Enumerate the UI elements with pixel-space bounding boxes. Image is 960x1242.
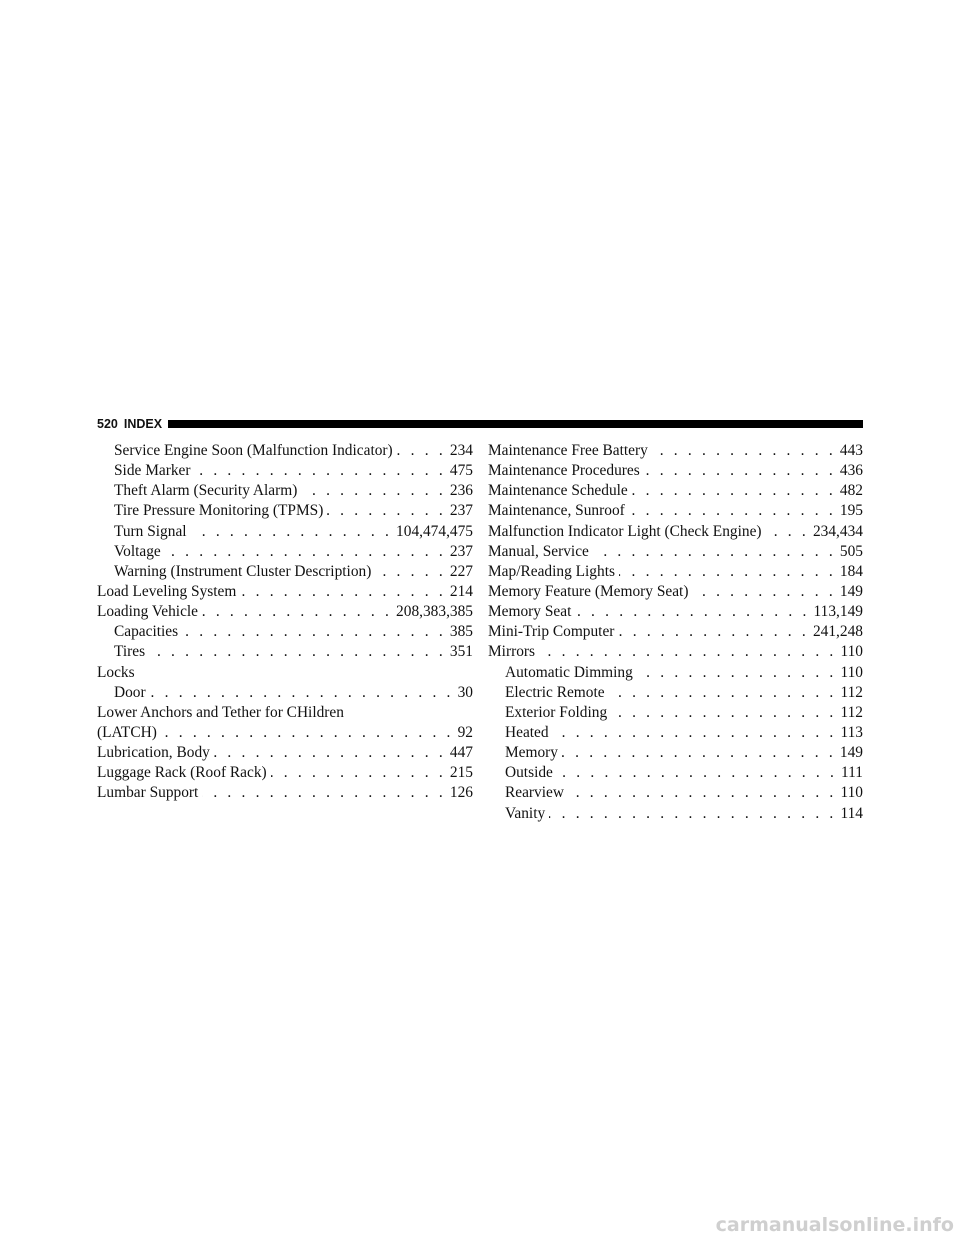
index-entry	[97, 542, 473, 562]
entry-page: 110	[840, 784, 863, 802]
index-entry	[97, 763, 473, 783]
entry-term: Memory Feature (Memory Seat)	[488, 582, 689, 600]
index-entry	[97, 622, 473, 642]
index-entry	[488, 763, 863, 783]
entry-term: Rearview	[505, 784, 564, 802]
index-entry	[488, 562, 863, 582]
index-entry	[97, 743, 473, 763]
entry-term: Lubrication, Body	[97, 744, 210, 762]
index-entry	[488, 481, 863, 501]
entry-term: Heated	[505, 723, 549, 741]
entry-term: Lumbar Support	[97, 784, 199, 802]
entry-page: 114	[840, 804, 863, 822]
entry-term: Locks	[97, 663, 135, 681]
entry-term: Tire Pressure Monitoring (TPMS)	[114, 502, 324, 520]
dot-leader	[593, 542, 836, 562]
entry-page: 215	[449, 764, 473, 782]
entry-term: Exterior Folding	[505, 703, 608, 721]
index-entry	[97, 642, 473, 662]
dot-leader	[632, 481, 836, 501]
index-entry	[488, 602, 863, 622]
dot-leader	[271, 763, 446, 783]
entry-page: 110	[840, 643, 863, 661]
index-entry	[488, 642, 863, 662]
entry-page: 110	[840, 663, 863, 681]
dot-leader	[195, 461, 446, 481]
header-rule	[168, 420, 863, 428]
entry-page: 112	[840, 703, 863, 721]
index-entry	[97, 522, 473, 542]
entry-term: Theft Alarm (Security Alarm)	[114, 482, 298, 500]
dot-leader	[240, 582, 446, 602]
index-entry	[97, 683, 473, 703]
entry-page: 475	[449, 462, 473, 480]
entry-page: 149	[839, 744, 863, 762]
entry-term: Memory Seat	[488, 603, 572, 621]
entry-term: Manual, Service	[488, 542, 589, 560]
index-entry	[97, 783, 473, 803]
index-entry	[97, 723, 473, 743]
entry-term: Vanity	[505, 804, 546, 822]
dot-leader	[214, 743, 446, 763]
dot-leader	[161, 723, 454, 743]
index-entry	[488, 522, 863, 542]
dot-leader	[202, 783, 446, 803]
entry-term: Maintenance Procedures	[488, 462, 640, 480]
index-entry	[97, 602, 473, 622]
index-entry	[488, 723, 863, 743]
dot-leader	[637, 663, 837, 683]
dot-leader	[553, 723, 837, 743]
entry-page: 482	[839, 482, 863, 500]
entry-term: Outside	[505, 764, 553, 782]
entry-page: 436	[839, 462, 863, 480]
entry-term: Capacities	[114, 623, 179, 641]
entry-page: 234,434	[812, 522, 863, 540]
dot-leader	[165, 542, 446, 562]
entry-page: 208,383,385	[396, 603, 473, 621]
section-title: INDEX	[123, 417, 163, 431]
index-entry	[97, 663, 473, 683]
dot-leader	[692, 582, 835, 602]
dot-leader	[611, 703, 836, 723]
dot-leader	[191, 522, 392, 542]
entry-page: 30	[457, 683, 473, 701]
index-entry	[97, 461, 473, 481]
entry-page: 385	[449, 623, 473, 641]
index-entry	[488, 683, 863, 703]
entry-term: Luggage Rack (Roof Rack)	[97, 764, 267, 782]
entry-term: Door	[114, 683, 146, 701]
entry-term: Tires	[114, 643, 146, 661]
entry-page: 184	[839, 562, 863, 580]
index-entry	[488, 582, 863, 602]
dot-leader	[182, 622, 446, 642]
index-entry	[97, 481, 473, 501]
entry-term: Service Engine Soon (Malfunction Indicator)	[114, 442, 393, 459]
index-entry	[97, 703, 473, 723]
dot-leader	[301, 481, 446, 501]
entry-term: Automatic Dimming	[505, 663, 633, 681]
entry-page: 92	[457, 723, 473, 741]
entry-page: 447	[449, 744, 473, 762]
index-entry	[488, 783, 863, 803]
entry-term: Load Leveling System	[97, 582, 237, 600]
index-entry	[97, 501, 473, 521]
entry-page: 113,149	[813, 603, 863, 621]
entry-page: 237	[449, 542, 473, 560]
entry-page: 443	[839, 442, 863, 459]
index-entry	[488, 501, 863, 521]
entry-term: Warning (Instrument Cluster Description)	[114, 562, 372, 580]
entry-page: 126	[449, 784, 473, 802]
entry-page: 104,474,475	[396, 522, 473, 540]
entry-page: 195	[839, 502, 863, 520]
dot-leader	[575, 602, 809, 622]
dot-leader	[149, 642, 446, 662]
index-entry	[488, 743, 863, 763]
dot-leader	[568, 783, 837, 803]
entry-term: Maintenance, Sunroof	[488, 502, 625, 520]
entry-page: 237	[449, 502, 473, 520]
entry-term: Voltage	[114, 542, 161, 560]
dot-leader	[618, 622, 809, 642]
dot-leader	[539, 642, 836, 662]
index-entry	[97, 441, 473, 461]
index-entry	[488, 542, 863, 562]
dot-leader	[557, 763, 837, 783]
entry-page: 351	[449, 643, 473, 661]
dot-leader	[150, 683, 454, 703]
dot-leader	[562, 743, 836, 763]
entry-term: Lower Anchors and Tether for CHildren	[97, 703, 344, 721]
entry-page: 227	[449, 562, 473, 580]
index-entry	[97, 582, 473, 602]
page-number: 520	[97, 417, 118, 431]
entry-term: Electric Remote	[505, 683, 605, 701]
entry-page: 214	[449, 582, 473, 600]
entry-term: (LATCH)	[97, 723, 157, 741]
page-header	[97, 417, 863, 431]
entry-term: Maintenance Free Battery	[488, 442, 648, 459]
index-column-left	[97, 441, 473, 804]
dot-leader	[619, 562, 836, 582]
entry-page: 149	[839, 582, 863, 600]
dot-leader	[327, 501, 446, 521]
entry-page: 113	[840, 723, 863, 741]
entry-page: 505	[839, 542, 863, 560]
entry-page: 111	[841, 764, 863, 782]
dot-leader	[202, 602, 392, 622]
entry-term: Loading Vehicle	[97, 603, 199, 621]
dot-leader	[644, 461, 836, 481]
entry-term: Side Marker	[114, 462, 191, 480]
entry-page: 112	[840, 683, 863, 701]
index-entry	[488, 663, 863, 683]
entry-page: 234	[449, 442, 473, 459]
index-entry	[488, 441, 863, 461]
watermark: carmanualsonline.info	[715, 1214, 954, 1236]
entry-term: Map/Reading Lights	[488, 562, 615, 580]
dot-leader	[549, 804, 836, 824]
entry-page: 241,248	[812, 623, 863, 641]
entry-term: Malfunction Indicator Light (Check Engine)	[488, 522, 762, 540]
dot-leader	[629, 501, 836, 521]
entry-term: Mini-Trip Computer	[488, 623, 615, 641]
dot-leader	[652, 441, 836, 461]
dot-leader	[609, 683, 837, 703]
entry-page: 236	[449, 482, 473, 500]
dot-leader	[766, 522, 809, 542]
entry-term: Maintenance Schedule	[488, 482, 628, 500]
entry-term: Turn Signal	[114, 522, 187, 540]
index-entry	[488, 622, 863, 642]
entry-term: Mirrors	[488, 643, 536, 661]
index-entry	[488, 461, 863, 481]
index-entry	[488, 804, 863, 824]
index-entry	[97, 562, 473, 582]
index-column-right	[488, 441, 863, 824]
index-entry	[488, 703, 863, 723]
dot-leader	[375, 562, 446, 582]
dot-leader	[397, 441, 446, 461]
entry-term: Memory	[505, 744, 559, 762]
